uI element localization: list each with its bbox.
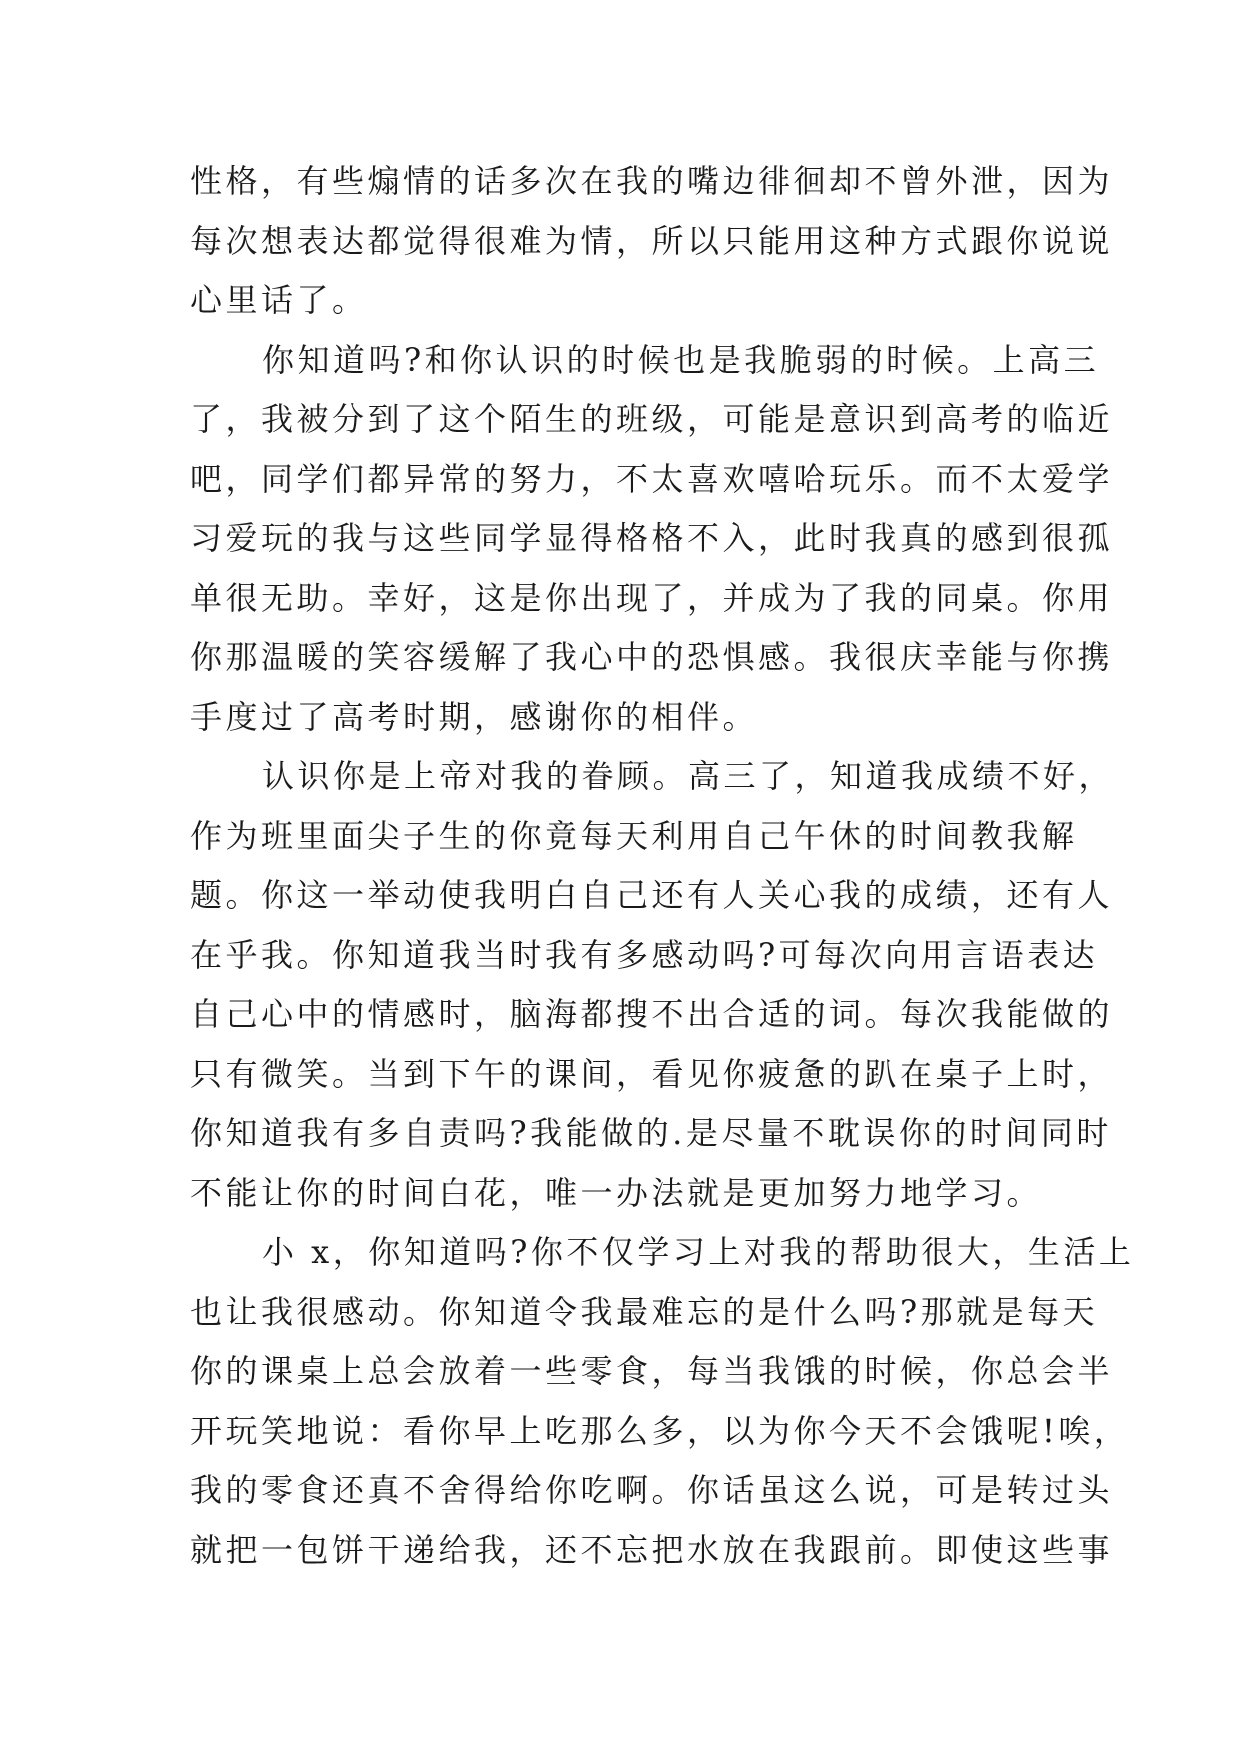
paragraph-4 bbox=[190, 1223, 1135, 1580]
paragraph-2 bbox=[190, 331, 1114, 748]
text-line: 每次想表达都觉得很难为情，所以只能用这种方式跟你说说 bbox=[190, 221, 1114, 260]
paragraph-3 bbox=[190, 747, 1115, 1223]
text-line: 你的课桌上总会放着一些零食，每当我饿的时候，你总会半 bbox=[190, 1352, 1114, 1390]
text-line: 你那温暖的笑容缓解了我心中的恐惧感。我很庆幸能与你携 bbox=[190, 638, 1114, 676]
text-line: 也让我很感动。你知道令我最难忘的是什么吗?那就是每天 bbox=[190, 1292, 1099, 1331]
text-line: 作为班里面尖子生的你竟每天利用自己午休的时间教我解 bbox=[190, 816, 1078, 855]
text-line: 你知道吗?和你认识的时候也是我脆弱的时候。上高三 bbox=[262, 340, 1100, 379]
text-line: 开玩笑地说：看你早上吃那么多，以为你今天不会饿呢!唉， bbox=[190, 1411, 1130, 1450]
paragraph-1 bbox=[190, 152, 1114, 331]
text-line: 心里话了。 bbox=[190, 281, 368, 319]
text-line: 题。你这一举动使我明白自己还有人关心我的成绩，还有人 bbox=[190, 876, 1114, 914]
text-line: 习爱玩的我与这些同学显得格格不入，此时我真的感到很孤 bbox=[190, 519, 1114, 557]
text-line: 单很无助。幸好，这是你出现了，并成为了我的同桌。你用 bbox=[190, 578, 1114, 617]
text-line: 认识你是上帝对我的眷顾。高三了，知道我成绩不好， bbox=[262, 757, 1115, 795]
text-line: 我的零食还真不舍得给你吃啊。你话虽这么说，可是转过头 bbox=[190, 1471, 1114, 1509]
text-line: 只有微笑。当到下午的课间，看见你疲惫的趴在桌子上时， bbox=[190, 1054, 1114, 1093]
text-line: 不能让你的时间白花，唯一办法就是更加努力地学习。 bbox=[190, 1173, 1043, 1212]
text-line: 吧，同学们都异常的努力，不太喜欢嘻哈玩乐。而不太爱学 bbox=[190, 459, 1114, 498]
text-line: 就把一包饼干递给我，还不忘把水放在我跟前。即使这些事 bbox=[190, 1530, 1114, 1569]
text-line: 自己心中的情感时，脑海都搜不出合适的词。每次我能做的 bbox=[190, 995, 1114, 1033]
text-line: 性格，有些煽情的话多次在我的嘴边徘徊却不曾外泄，因为 bbox=[190, 162, 1114, 200]
document-body bbox=[190, 152, 1135, 1580]
text-line: 手度过了高考时期，感谢你的相伴。 bbox=[190, 697, 759, 736]
text-line: 你知道我有多自责吗?我能做的.是尽量不耽误你的时间同时 bbox=[190, 1114, 1112, 1152]
text-line: 小 x，你知道吗?你不仅学习上对我的帮助很大，生活上 bbox=[262, 1233, 1135, 1271]
text-line: 了，我被分到了这个陌生的班级，可能是意识到高考的临近 bbox=[190, 400, 1114, 438]
text-line: 在乎我。你知道我当时我有多感动吗?可每次向用言语表达 bbox=[190, 935, 1099, 974]
